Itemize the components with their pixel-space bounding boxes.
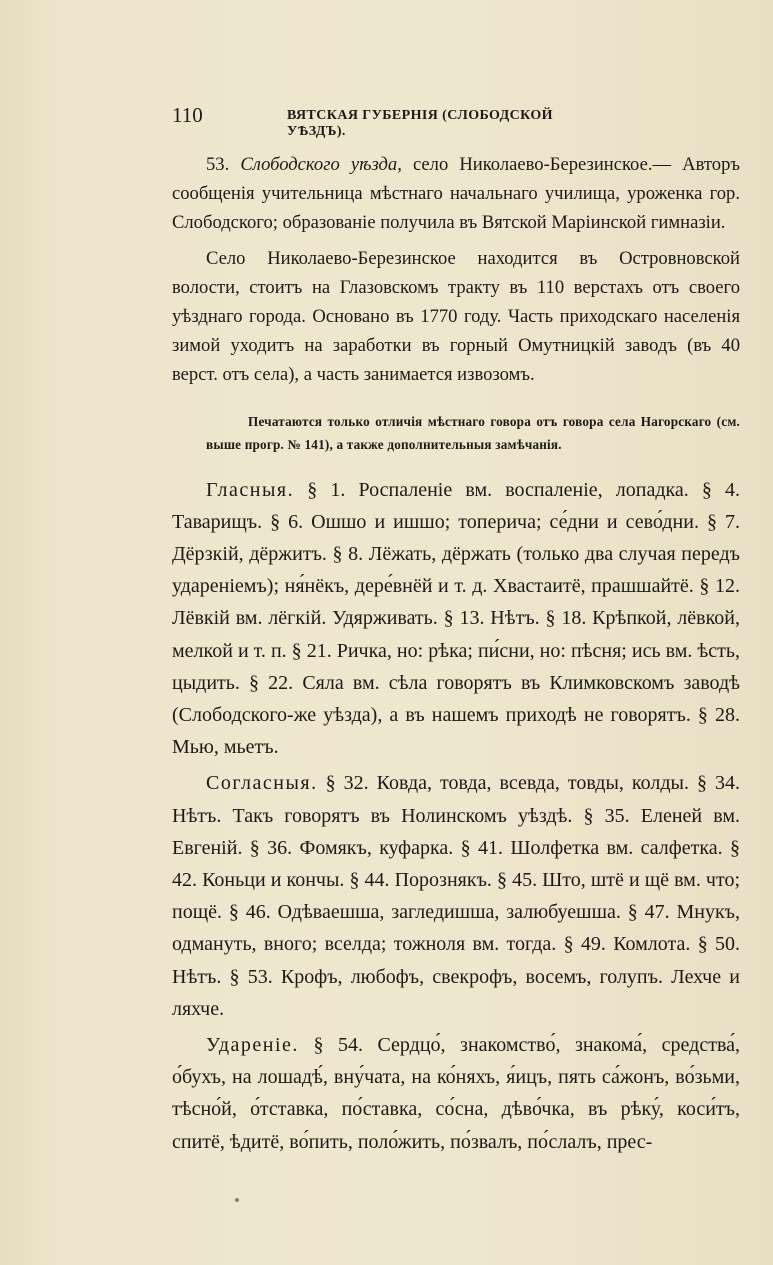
section-text: § 54. Сердцо́, знакомство́, знакома́, средства́, о́бухъ, на лошадѣ́, вну́чата, на ко́няхъ, я́ицъ, пять са́жонъ, во́зьми, тѣсно́й, о́тставка, по́ставка, со́сна, дѣво́чка, въ рѣку́, коси́тъ, спитё, ѣдитё, во́пить, поло́жить, по́звалъ, по́слалъ, прес-: [172, 1034, 740, 1153]
section-heading: Удареніе.: [206, 1034, 299, 1057]
entry-text: село Николаево-Березинское.— Авторъ сообщенія учительница мѣстнаго начальнаго училища, уроженка гор. Слободского; образованіе получила въ Вятской Маріинской гимназіи.: [172, 154, 740, 234]
entry-paragraph: [172, 150, 740, 238]
paper-speck: [235, 1198, 239, 1202]
entry-district: Слободского уѣзда,: [240, 154, 402, 175]
main-text: [172, 150, 740, 1158]
intro-paragraph: Село Николаево-Березинское находится въ Островновской волости, стоитъ на Глазовскомъ тракту въ 110 верстахъ отъ своего уѣзднаго города. Основано въ 1770 году. Часть приходскаго населенія зимой уходитъ на заработки въ горный Омутницкій заводъ (въ 40 верст. отъ села), а часть занимается извозомъ.: [172, 247, 740, 386]
entry-number: 53.: [206, 154, 230, 175]
section-vowels: [172, 474, 740, 764]
page-number: 110: [172, 103, 203, 127]
running-title: ВЯТСКАЯ ГУБЕРНІЯ (СЛОБОДСКОЙ УѢЗДЪ).: [287, 108, 553, 139]
section-heading: Согласныя.: [206, 772, 318, 795]
section-consonants: [172, 767, 740, 1025]
editorial-note: Печатаются только отличія мѣстнаго говора отъ говора села Нагорскаго (см. выше прогр. № 141), а также дополнительныя замѣчанія.: [206, 413, 740, 452]
section-text: § 32. Ковда, товда, всевда, товды, колды. § 34. Нѣтъ. Такъ говорятъ въ Нолинскомъ уѣздѣ. § 35. Еленей вм. Евгеній. § 36. Фомякъ, куфарка. § 41. Шолфетка вм. салфетка. § 42. Коньци и кончы. § 44. Порознякъ. § 45. Што, штё и щё вм. что; пощё. § 46. Одѣваешша, загледишша, залюбуешша. § 47. Мнукъ, одмануть, вного; вселда; тожноля вм. тогда. § 49. Комлота. § 50. Нѣтъ. § 53. Крофъ, любофъ, свекрофъ, восемъ, голупъ. Лехче и ляхче.: [172, 772, 740, 1020]
section-heading: Гласныя.: [206, 478, 295, 501]
section-text: § 1. Роспаленіе вм. воспаленіе, лопадка. § 4. Таварищъ. § 6. Ошшо и ишшо; топерича; се́дни и сево́дни. § 7. Дёрзкій, дёржитъ. § 8. Лёжать, дёржать (только два случая передъ удареніемъ); ня́нёкъ, дере́внёй и т. д. Хвастаитё, прашшайтё. § 12. Лёвкій вм. лёгкій. Удярживать. § 13. Нѣтъ. § 18. Крѣпкой, лёвкой, мелкой и т. п. § 21. Ричка, но: рѣка; пи́сни, но: пѣсня; ись вм. ѣсть, цыдить. § 22. Сяла вм. сѣла говорятъ въ Климковскомъ заводѣ (Слободского-же уѣзда), а въ нашемъ приходѣ не говорятъ. § 28. Мью, мьетъ.: [172, 478, 741, 759]
section-stress: [172, 1029, 740, 1158]
page-header: [172, 103, 612, 139]
